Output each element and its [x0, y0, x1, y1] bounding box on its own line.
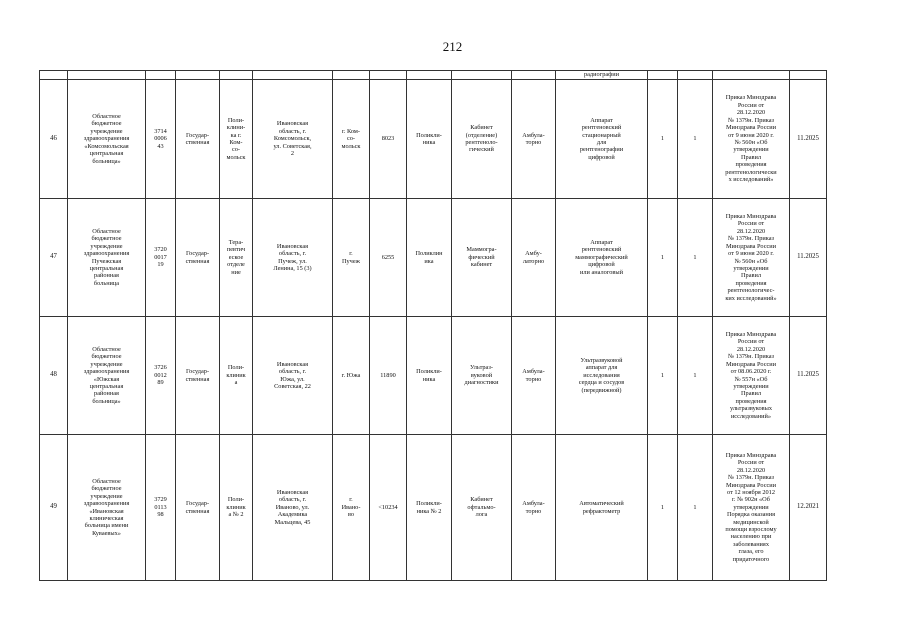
unit-cell: Тера- певтич еское отделе ние — [220, 199, 253, 317]
city-cell: г. Ивано- во — [333, 435, 370, 581]
quantity-cell: 1 — [648, 80, 678, 199]
equipment-cell: Аппарат рентгеновский маммографический цифровой или аналоговый — [556, 199, 648, 317]
room-cell: Ультраз- вуковой диагностики — [452, 317, 512, 435]
room-cell: Маммогра- фический кабинет — [452, 199, 512, 317]
unit-cell: Поли- клиник а № 2 — [220, 435, 253, 581]
quantity-cell: 1 — [678, 435, 713, 581]
quantity-cell: 1 — [648, 199, 678, 317]
equipment-cell: Ультразвуковой аппарат для исследования сердца и сосудов (передвижной) — [556, 317, 648, 435]
ownership-cell: Государ- ственная — [176, 199, 220, 317]
table-row — [40, 199, 827, 317]
organization-cell: Областное бюджетное учреждение здравоохранения «Южская центральная районная больница» — [68, 317, 146, 435]
ownership-cell: Государ- ственная — [176, 80, 220, 199]
table-row — [40, 80, 827, 199]
quantity-cell: 1 — [678, 317, 713, 435]
population-cell: 6255 — [370, 199, 407, 317]
city-cell: г. Южа — [333, 317, 370, 435]
quantity-cell: 1 — [648, 317, 678, 435]
row-number-cell: 46 — [40, 80, 68, 199]
row-number-cell: 49 — [40, 435, 68, 581]
ownership-cell: Государ- ственная — [176, 435, 220, 581]
equipment-table — [39, 70, 827, 581]
care-type-cell: Амбула- торно — [512, 435, 556, 581]
code-cell: 3726 0012 89 — [146, 317, 176, 435]
code-cell: 3729 0113 98 — [146, 435, 176, 581]
city-cell: г. Пучеж — [333, 199, 370, 317]
room-cell: Кабинет (отделение) рентгеноло- гический — [452, 80, 512, 199]
quantity-cell: 1 — [678, 80, 713, 199]
address-cell: Ивановская область, г. Комсомольск, ул. Советская, 2 — [253, 80, 333, 199]
equipment-cell: радиографии — [556, 71, 648, 80]
table-row — [40, 317, 827, 435]
department-cell: Поликли- ника — [407, 317, 452, 435]
care-type-cell: Амбу- латорно — [512, 199, 556, 317]
department-cell: Поликлин ика — [407, 199, 452, 317]
ownership-cell: Государ- ственная — [176, 317, 220, 435]
order-cell: Приказ Минздрава России от 28.12.2020 № 1379н. Приказ Минздрава России от 08.06.2020 г. № 557н «Об утверждении Правил проведения ультразвуковых исследований» — [713, 317, 790, 435]
date-cell: 12.2021 — [790, 435, 827, 581]
room-cell: Кабинет офтальмо- лога — [452, 435, 512, 581]
population-cell: 11890 — [370, 317, 407, 435]
table-row — [40, 435, 827, 581]
code-cell: 3714 0006 43 — [146, 80, 176, 199]
city-cell: г. Ком- со- мольск — [333, 80, 370, 199]
population-cell: 8023 — [370, 80, 407, 199]
organization-cell: Областное бюджетное учреждение здравоохранения «Ивановская клиническая больница имени Куваевых» — [68, 435, 146, 581]
order-cell: Приказ Минздрава России от 28.12.2020 № 1379н. Приказ Минздрава России от 9 июня 2020 г. № 560н «Об утверждении Правил проведения рентгенологичес- ких исследований» — [713, 199, 790, 317]
order-cell: Приказ Минздрава России от 28.12.2020 № 1379н. Приказ Минздрава России от 12 ноября 2012 г. № 902н «Об утверждении Порядка оказания медицинской помощи взрослому населению при заболеваниях глаза, его придаточного — [713, 435, 790, 581]
row-number-cell: 47 — [40, 199, 68, 317]
date-cell: 11.2025 — [790, 317, 827, 435]
address-cell: Ивановская область, г. Южа, ул. Советская, 22 — [253, 317, 333, 435]
order-cell: Приказ Минздрава России от 28.12.2020 № 1379н. Приказ Минздрава России от 9 июня 2020 г. № 560н «Об утверждении Правил проведения рентгенологически х исследований» — [713, 80, 790, 199]
unit-cell: Поли- клиник а — [220, 317, 253, 435]
date-cell: 11.2025 — [790, 80, 827, 199]
organization-cell: Областное бюджетное учреждение здравоохранения Пучежская центральная районная больница — [68, 199, 146, 317]
population-cell: <10234 — [370, 435, 407, 581]
department-cell: Поликли- ника — [407, 80, 452, 199]
equipment-cell: Автоматический рефрактометр — [556, 435, 648, 581]
row-number-cell: 48 — [40, 317, 68, 435]
code-cell: 3720 0017 19 — [146, 199, 176, 317]
page-number: 212 — [442, 39, 463, 54]
care-type-cell: Амбула- торно — [512, 317, 556, 435]
unit-cell: Поли- клини- ка г. Ком- со- мольск — [220, 80, 253, 199]
table-row — [40, 71, 827, 80]
equipment-cell: Аппарат рентгеновский стационарный для рентгенографии цифровой — [556, 80, 648, 199]
care-type-cell: Амбула- торно — [512, 80, 556, 199]
address-cell: Ивановская область, г. Иваново, ул. Академика Мальцева, 45 — [253, 435, 333, 581]
department-cell: Поликли- ника № 2 — [407, 435, 452, 581]
quantity-cell: 1 — [648, 435, 678, 581]
address-cell: Ивановская область, г. Пучеж, ул. Ленина, 15 (3) — [253, 199, 333, 317]
organization-cell: Областное бюджетное учреждение здравоохранения «Комсомольская центральная больница» — [68, 80, 146, 199]
date-cell: 11.2025 — [790, 199, 827, 317]
quantity-cell: 1 — [678, 199, 713, 317]
